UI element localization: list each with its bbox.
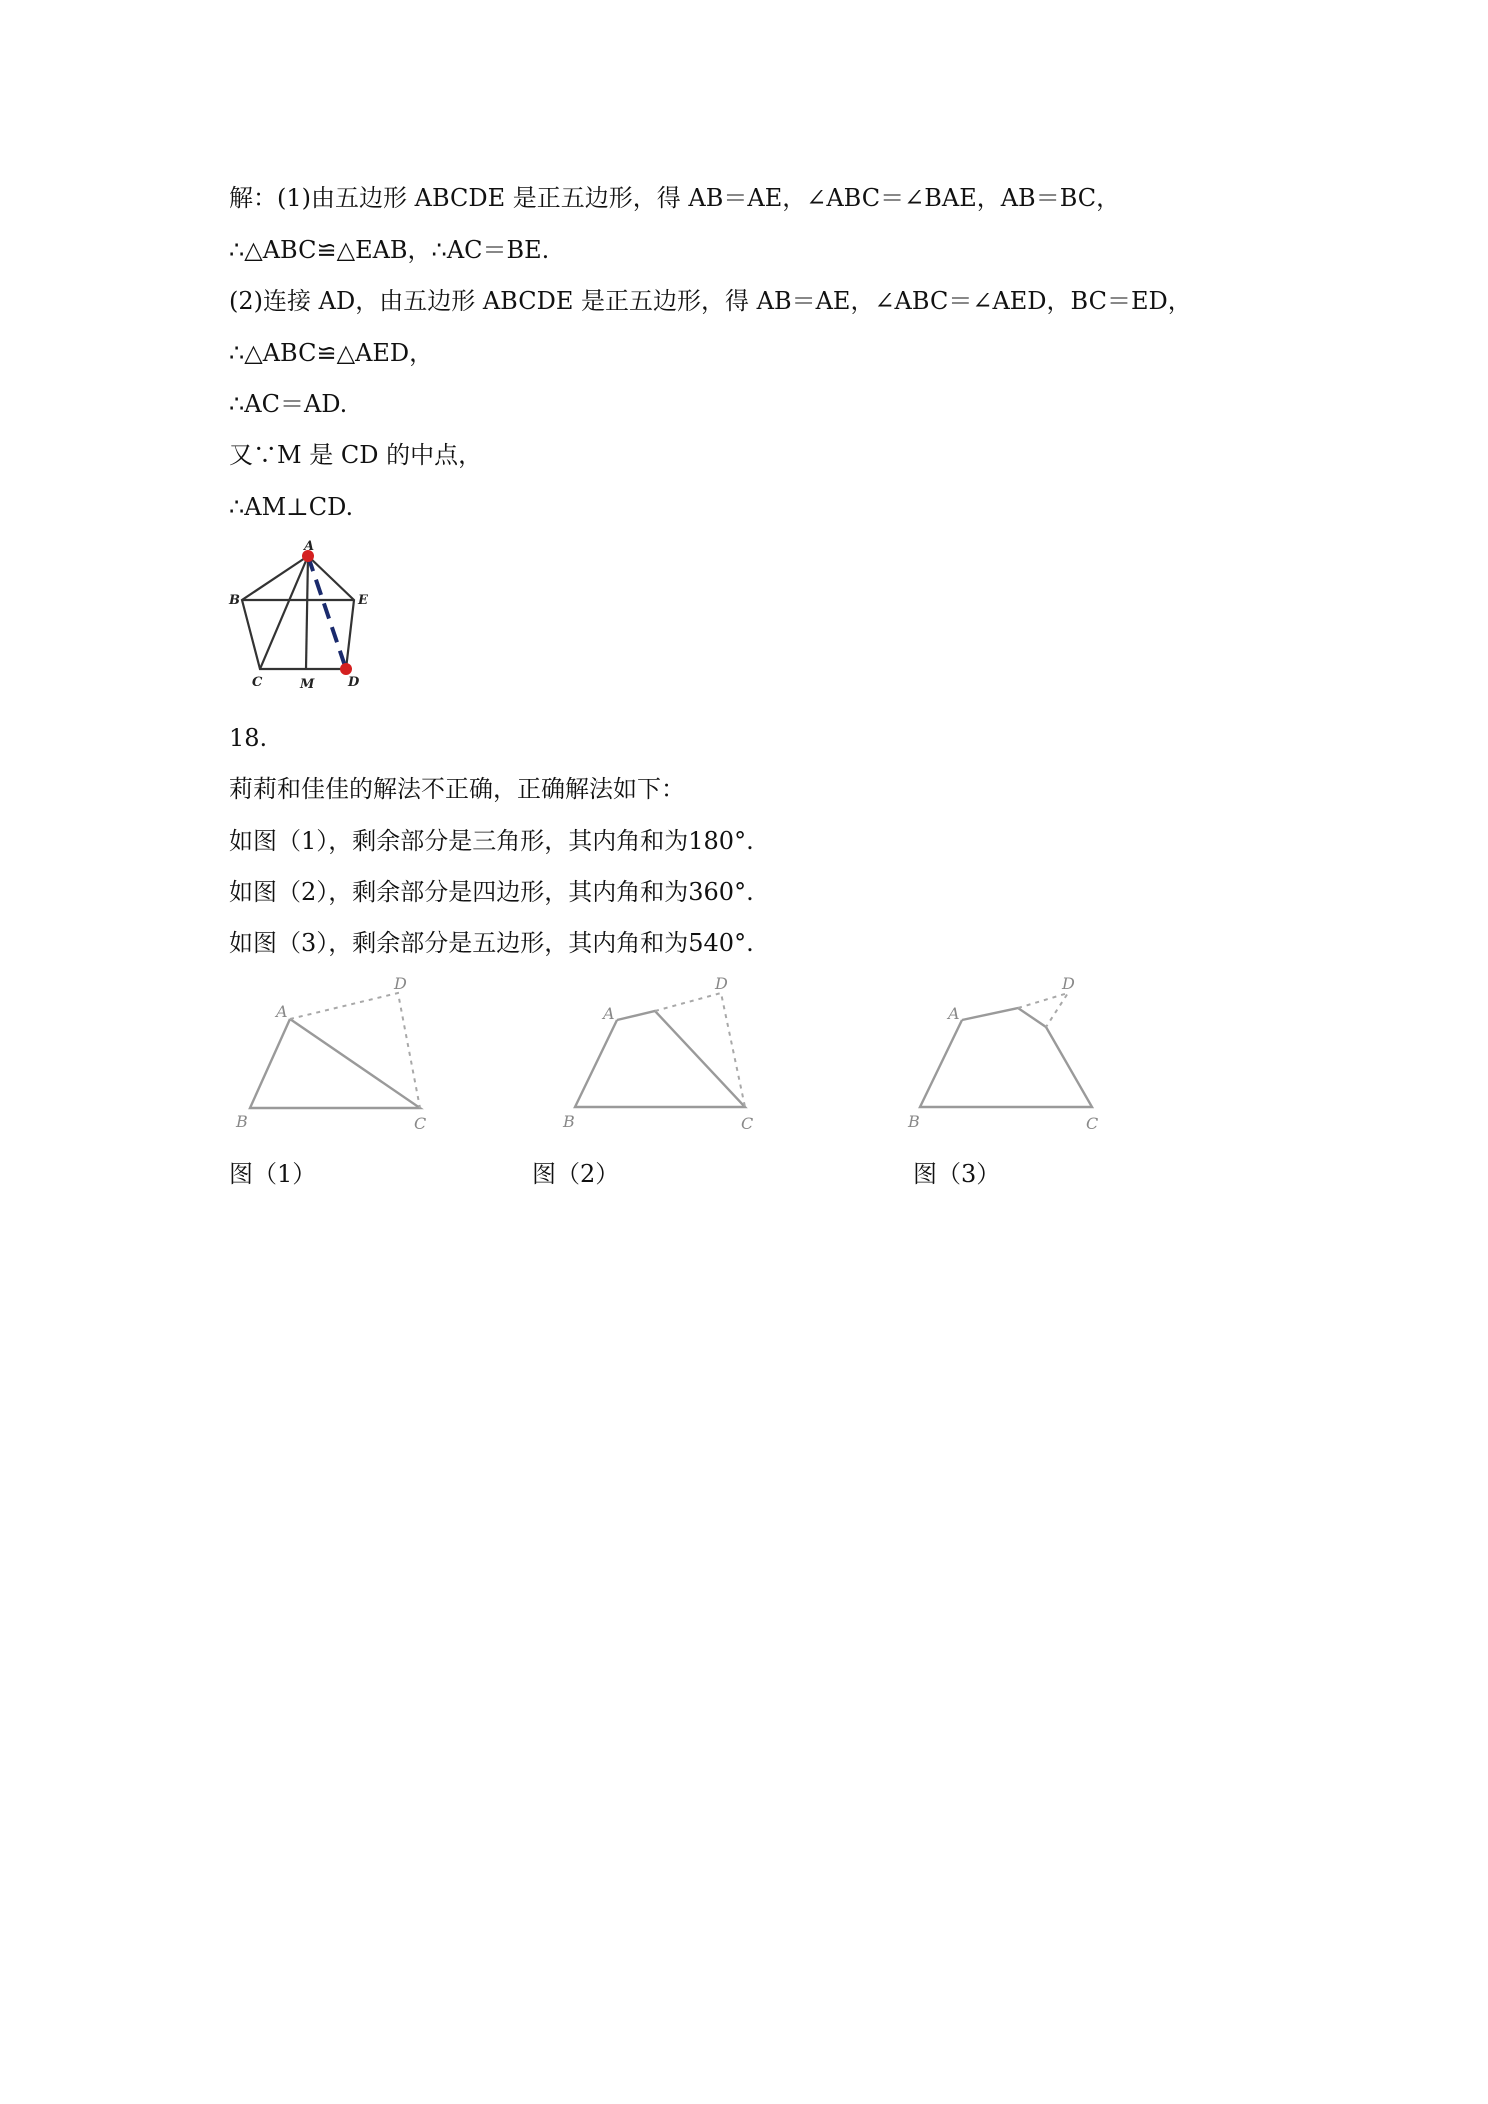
fig2-label-b: B — [563, 1112, 575, 1131]
label-c: C — [252, 675, 263, 690]
label-d: D — [348, 675, 360, 690]
cut-corner-dotted — [1018, 993, 1068, 1027]
fig1-label-b: B — [236, 1112, 248, 1131]
triangle-outline — [250, 1019, 420, 1108]
point-d-marker — [340, 663, 352, 675]
figure-1 — [230, 975, 450, 1135]
fig2-label-c: C — [741, 1114, 754, 1133]
fig1-label-d: D — [394, 975, 407, 993]
solution-line-5: ∴AC＝AD. — [229, 390, 348, 418]
solution-line-1: 解：(1)由五边形 ABCDE 是正五边形，得 AB＝AE，∠ABC＝∠BAE，AB＝BC， — [229, 184, 1121, 212]
answer-line-3: 如图（2），剩余部分是四边形，其内角和为360°. — [229, 878, 754, 906]
fig3-label-d: D — [1062, 975, 1075, 993]
solution-line-3: (2)连接 AD，由五边形 ABCDE 是正五边形，得 AB＝AE，∠ABC＝∠AED，BC＝ED， — [229, 287, 1192, 315]
answer-line-1: 莉莉和佳佳的解法不正确，正确解法如下： — [229, 775, 685, 803]
solution-line-4: ∴△ABC≌△AED， — [229, 339, 434, 367]
pentagon-outline — [242, 556, 354, 669]
label-e: E — [358, 593, 368, 608]
problem-number: 18. — [229, 724, 268, 752]
quadrilateral-outline — [575, 1011, 745, 1107]
pentagon-figure — [226, 538, 376, 690]
fig3-label-a: A — [948, 1004, 960, 1023]
cut-corner-dotted — [655, 993, 745, 1107]
figure-2 — [555, 975, 775, 1135]
label-m: M — [300, 677, 315, 690]
caption-figure-1: 图（1） — [229, 1160, 317, 1188]
caption-figure-3: 图（3） — [913, 1160, 1001, 1188]
fig2-label-d: D — [715, 975, 728, 993]
solution-line-2: ∴△ABC≌△EAB，∴AC＝BE. — [229, 236, 550, 264]
fig3-label-b: B — [908, 1112, 920, 1131]
figure-3 — [900, 975, 1120, 1135]
fig2-label-a: A — [603, 1004, 615, 1023]
label-a: A — [304, 539, 315, 554]
segment-am — [306, 556, 308, 669]
pentagon-remainder-outline — [920, 1008, 1092, 1107]
label-b: B — [229, 593, 240, 608]
cut-corner-dotted — [290, 993, 420, 1108]
answer-line-4: 如图（3），剩余部分是五边形，其内角和为540°. — [229, 929, 754, 957]
caption-figure-2: 图（2） — [532, 1160, 620, 1188]
fig3-label-c: C — [1086, 1114, 1099, 1133]
answer-line-2: 如图（1），剩余部分是三角形，其内角和为180°. — [229, 827, 754, 855]
solution-line-6: 又∵M 是 CD 的中点， — [229, 441, 483, 469]
fig1-label-c: C — [414, 1114, 427, 1133]
fig1-label-a: A — [276, 1002, 288, 1021]
solution-line-7: ∴AM⊥CD. — [229, 493, 354, 521]
